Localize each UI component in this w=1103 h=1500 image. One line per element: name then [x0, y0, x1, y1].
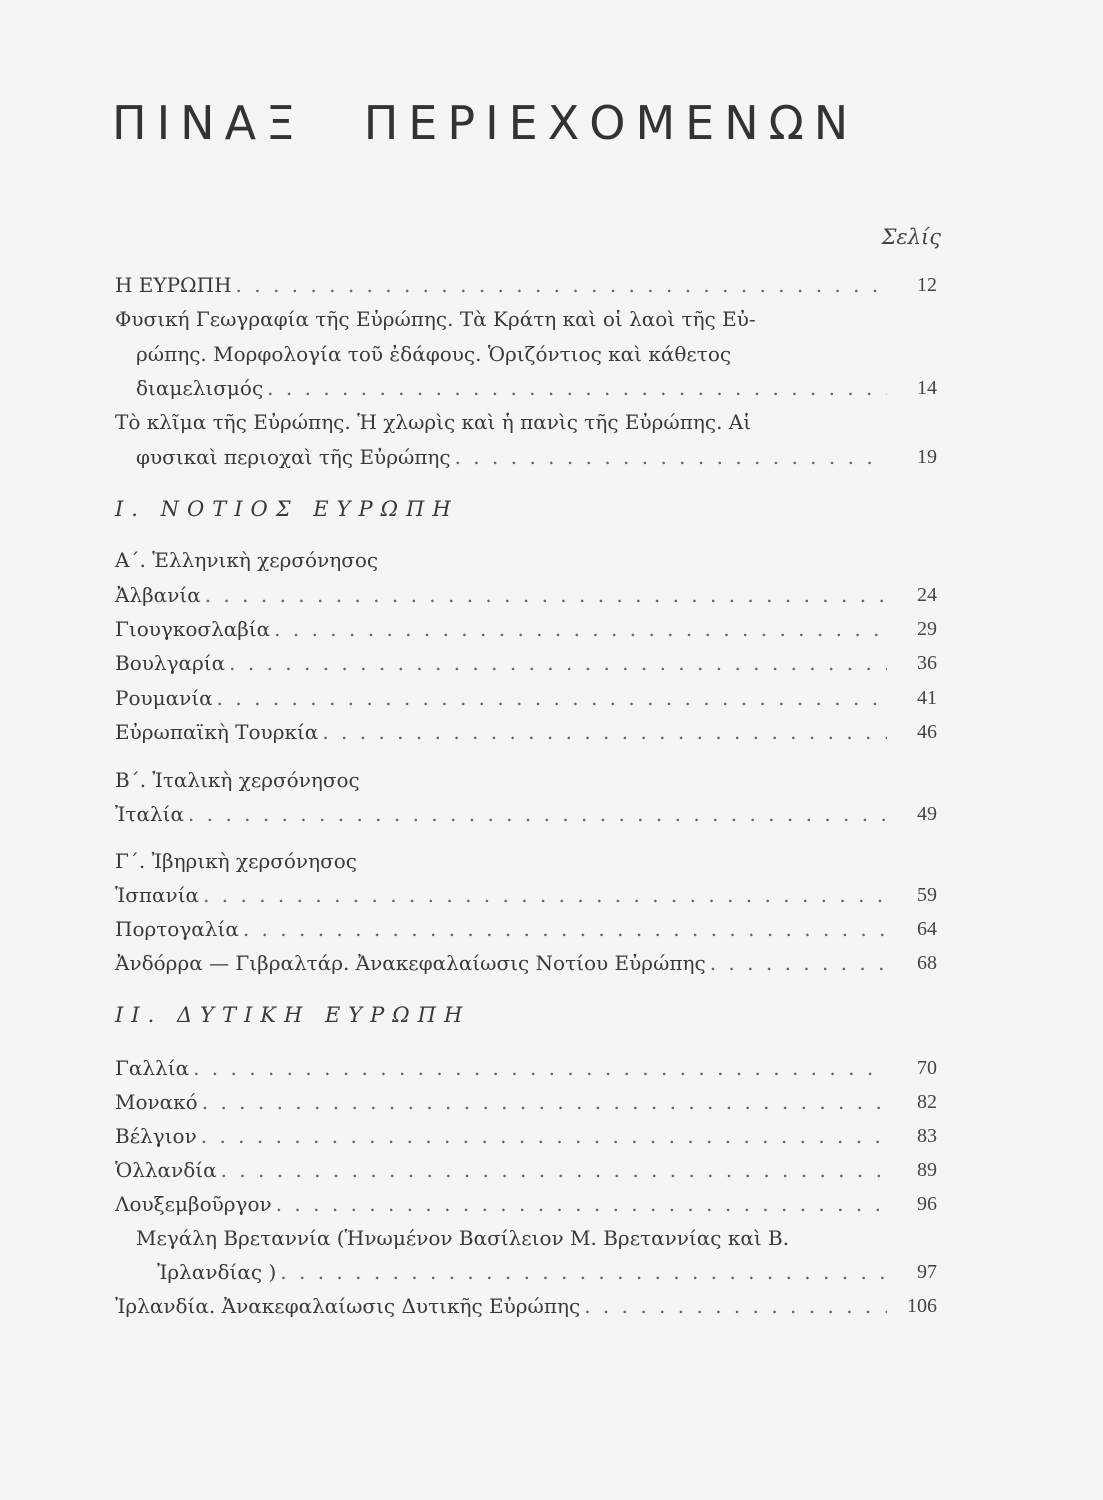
toc-entry-bulgaria[interactable] [115, 648, 937, 678]
toc-entry-text: Ἱσπανία [115, 883, 200, 907]
toc-entry-portugal[interactable] [115, 914, 937, 944]
toc-entry-text: Πορτογαλία [115, 917, 239, 941]
toc-page-number: 68 [917, 952, 937, 974]
subheading-iberian-peninsula: Γ΄. Ἰβηρικὴ χερσόνησος [115, 849, 357, 873]
toc-entry-text: Βέλγιον [115, 1124, 197, 1148]
toc-page-number: 14 [917, 377, 937, 399]
toc-page-number: 106 [907, 1295, 937, 1317]
toc-entry-britain[interactable] [157, 1257, 937, 1287]
toc-entry-text: Ἰρλανδία. Ἀνακεφαλαίωσις Δυτικῆς Εὐρώπης [115, 1294, 581, 1318]
toc-entry-physical-line1: Φυσική Γεωγραφία τῆς Εὐρώπης. Τὰ Κράτη καὶ οἱ λαοὶ τῆς Εὐ- [115, 307, 756, 331]
toc-entry-spain[interactable] [115, 880, 937, 910]
toc-page-number: 82 [917, 1091, 937, 1113]
toc-entry-belgium[interactable] [115, 1121, 937, 1151]
toc-page-number: 49 [917, 803, 937, 825]
section-heading-south-europe: Ι. ΝΟΤΙΟΣ ΕΥΡΩΠΗ [115, 497, 459, 521]
dot-leader [236, 270, 887, 300]
dot-leader [276, 1189, 887, 1219]
toc-entry-text: Γιουγκοσλαβία [115, 617, 271, 641]
toc-page-number: 29 [917, 618, 937, 640]
toc-entry-climate-line1: Τὸ κλῖμα τῆς Εὐρώπης. Ἡ χλωρὶς καὶ ἡ πανὶς τῆς Εὐρώπης. Αἱ [115, 410, 752, 434]
toc-entry-britain-line1: Μεγάλη Βρεταννία (Ἡνωμένον Βασίλειον Μ. Βρεταννίας καὶ Β. [136, 1226, 790, 1250]
toc-entry-physical-line2: ρώπης. Μορφολογία τοῦ ἐδάφους. Ὁριζόντιος καὶ κάθετος [136, 342, 732, 366]
toc-page-number: 41 [917, 687, 937, 709]
page-title: ΠΙΝΑΞ ΠΕΡΙΕΧΟΜΕΝΩΝ [112, 96, 859, 150]
toc-entry-text: Η ΕΥΡΩΠΗ [115, 273, 232, 297]
dot-leader [584, 1291, 887, 1321]
section-heading-west-europe: ΙΙ. ΔΥΤΙΚΗ ΕΥΡΩΠΗ [115, 1003, 471, 1027]
dot-leader [455, 442, 887, 472]
toc-entry-turkey[interactable] [115, 717, 937, 747]
toc-entry-text: Λουξεμβοῦργον [115, 1192, 272, 1216]
toc-page-number: 97 [917, 1261, 937, 1283]
dot-leader [188, 799, 887, 829]
toc-entry-albania[interactable] [115, 580, 937, 610]
toc-entry-romania[interactable] [115, 683, 937, 713]
toc-page-number: 36 [917, 652, 937, 674]
toc-page-number: 46 [917, 721, 937, 743]
toc-page-number: 24 [917, 584, 937, 606]
dot-leader [205, 580, 887, 610]
dot-leader [217, 683, 887, 713]
toc-page-number: 12 [917, 274, 937, 296]
toc-entry-andorra[interactable] [115, 948, 937, 978]
toc-entry-text: Ὁλλανδία [115, 1158, 217, 1182]
toc-entry-text: Εὐρωπαϊκὴ Τουρκία [115, 720, 319, 744]
toc-entry-text: φυσικαὶ περιοχαὶ τῆς Εὐρώπης [136, 445, 451, 469]
toc-page-number: 96 [917, 1193, 937, 1215]
toc-entry-luxembourg[interactable] [115, 1189, 937, 1219]
toc-entry-text: Ἀνδόρρα — Γιβραλτάρ. Ἀνακεφαλαίωσις Νοτίου Εὐρώπης [115, 951, 706, 975]
toc-entry-holland[interactable] [115, 1155, 937, 1185]
toc-entry-text: διαμελισμός [136, 376, 264, 400]
dot-leader [243, 914, 887, 944]
toc-entry-text: Ἰταλία [115, 802, 185, 826]
toc-page-number: 70 [917, 1057, 937, 1079]
toc-page-number: 64 [917, 918, 937, 940]
dot-leader [280, 1257, 887, 1287]
toc-page-number: 19 [917, 446, 937, 468]
dot-leader [193, 1053, 887, 1083]
dot-leader [274, 614, 887, 644]
dot-leader [322, 717, 887, 747]
toc-entry-ireland[interactable] [115, 1291, 937, 1321]
toc-entry-climate[interactable] [136, 442, 937, 472]
toc-entry-france[interactable] [115, 1053, 937, 1083]
toc-entry-text: Ἀλβανία [115, 583, 201, 607]
subheading-greek-peninsula: Α΄. Ἑλληνικὴ χερσόνησος [115, 548, 379, 572]
dot-leader [710, 948, 887, 978]
toc-entry-text: Βουλγαρία [115, 651, 226, 675]
dot-leader [203, 880, 887, 910]
toc-entry-europe[interactable] [115, 270, 937, 300]
dot-leader [202, 1087, 887, 1117]
toc-page-number: 83 [917, 1125, 937, 1147]
toc-entry-text: Ρουμανία [115, 686, 213, 710]
toc-entry-text: Ἰρλανδίας ) [157, 1260, 277, 1284]
toc-entry-italy[interactable] [115, 799, 937, 829]
dot-leader [267, 373, 887, 403]
dot-leader [201, 1121, 887, 1151]
toc-page-number: 89 [917, 1159, 937, 1181]
toc-entry-text: Γαλλία [115, 1056, 190, 1080]
toc-entry-yugoslavia[interactable] [115, 614, 937, 644]
dot-leader [229, 648, 887, 678]
toc-entry-physical[interactable] [136, 373, 937, 403]
toc-entry-monaco[interactable] [115, 1087, 937, 1117]
toc-entry-text: Μονακό [115, 1090, 198, 1114]
page-column-label: Σελίς [881, 225, 941, 249]
toc-page-number: 59 [917, 884, 937, 906]
subheading-italian-peninsula: Β΄. Ἰταλικὴ χερσόνησος [115, 768, 360, 792]
dot-leader [221, 1155, 887, 1185]
